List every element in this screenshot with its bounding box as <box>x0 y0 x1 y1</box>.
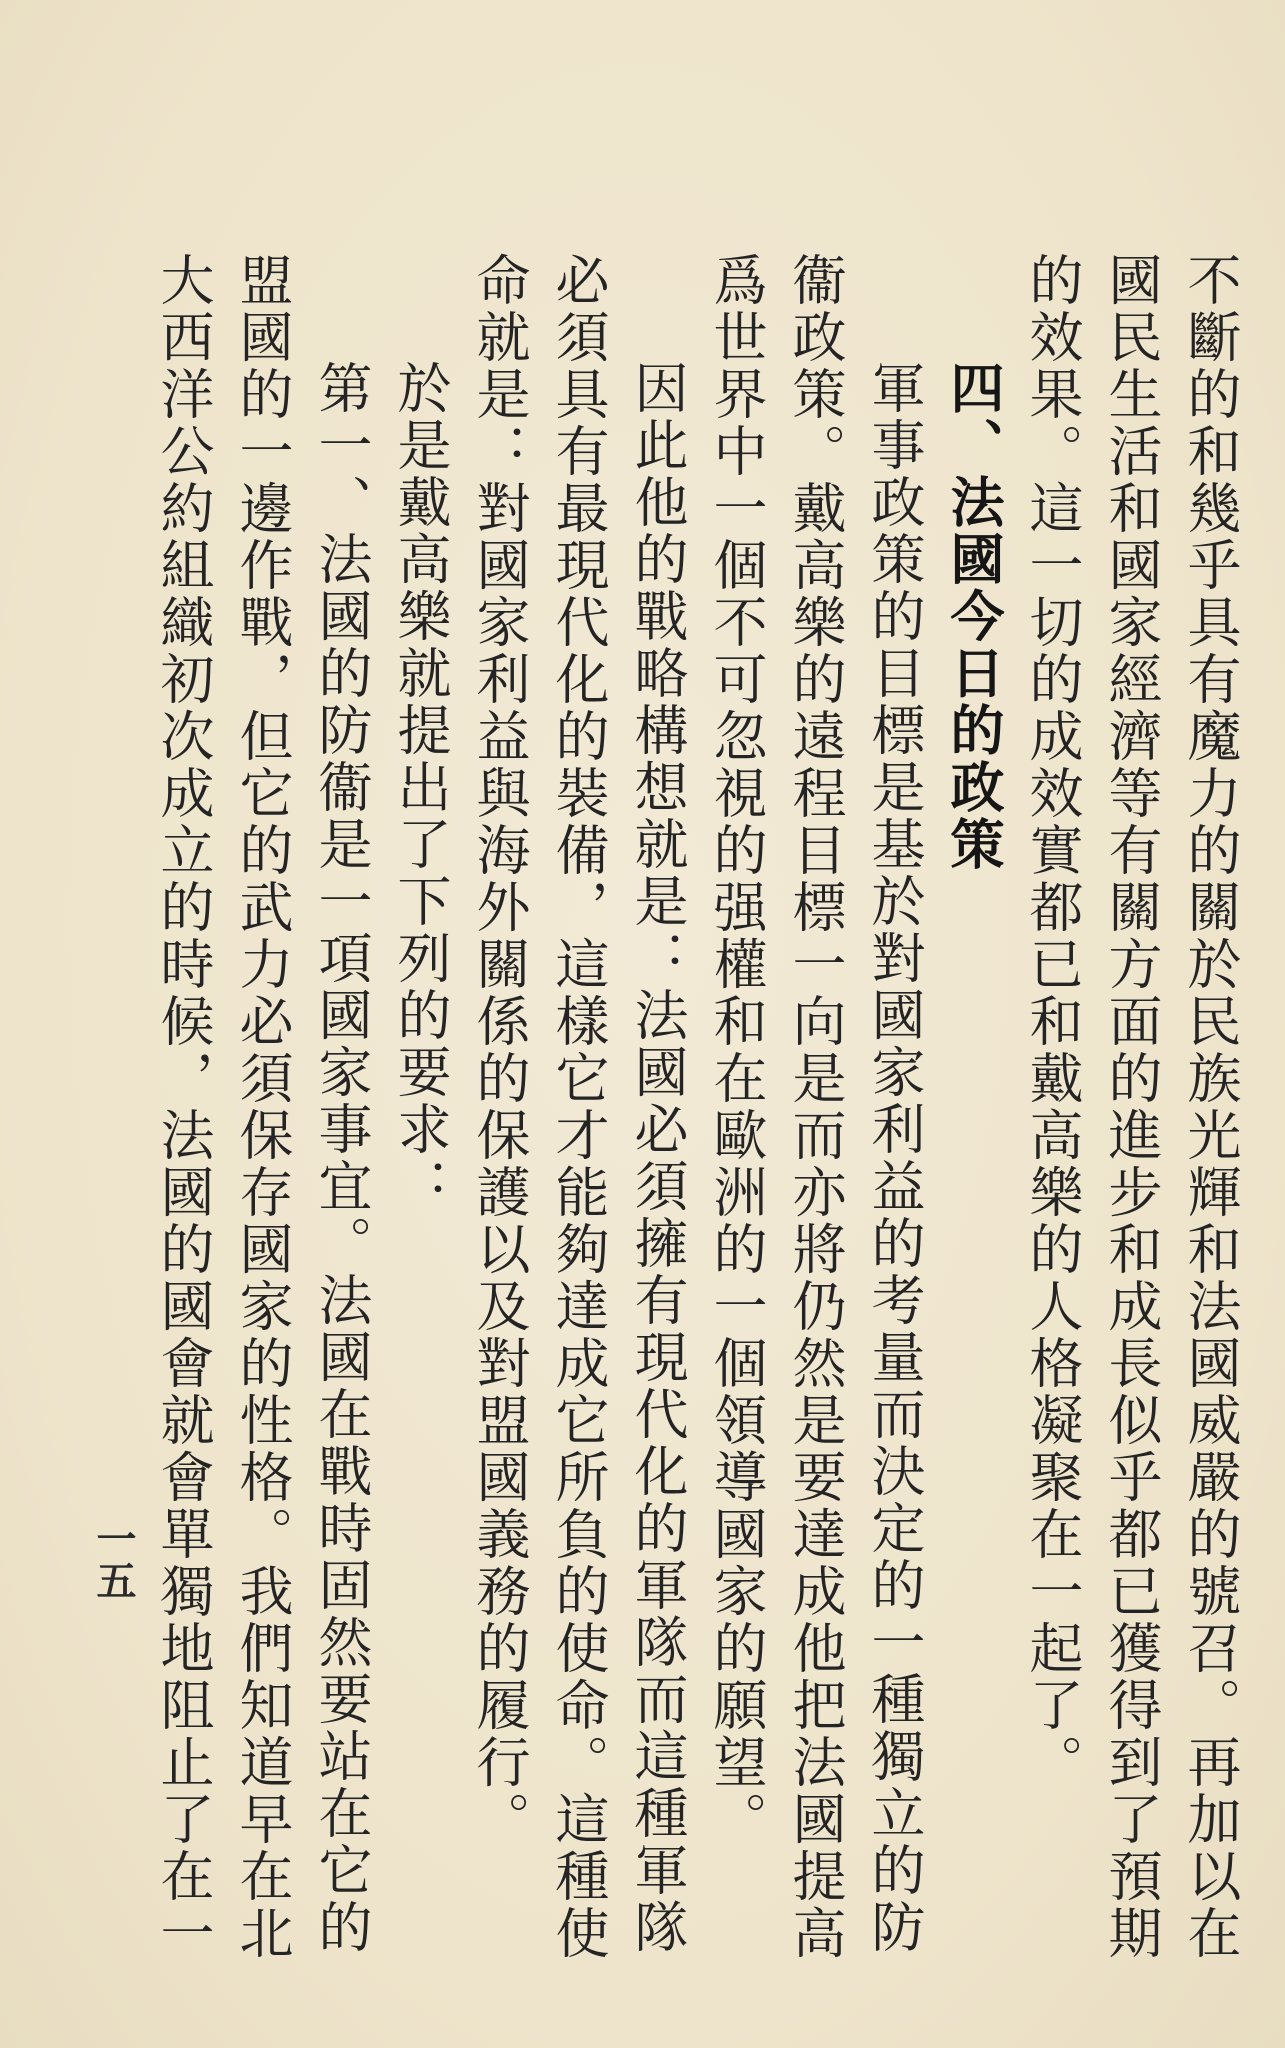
text-column-6: 衞政策。戴高樂的遠程目標一向是而亦將仍然是要達成他把法國提高 <box>784 252 847 1962</box>
text-column-12: 第一、法國的防衞是一項國家事宜。法國在戰時固然要站在它的 <box>310 360 373 1956</box>
text-column-11: 於是戴高樂就提出了下列的要求： <box>389 360 452 1215</box>
text-column-10: 命就是：對國家利益與海外關係的保護以及對盟國義務的履行。 <box>468 252 531 1848</box>
vertical-text-block <box>152 252 1250 1962</box>
text-column-2: 國民生活和國家經濟等有關方面的進步和成長似乎都已獲得到了預期 <box>1100 252 1163 1962</box>
text-column-5: 軍事政策的目標是基於對國家利益的考量而決定的一種獨立的防 <box>863 360 926 1956</box>
text-column-8: 因此他的戰略構想就是：法國必須擁有現代化的軍隊而這種軍隊 <box>626 360 689 1956</box>
text-column-13: 盟國的一邊作戰，但它的武力必須保存國家的性格。我們知道早在北 <box>231 252 294 1962</box>
text-column-14: 大西洋公約組織初次成立的時候，法國的國會就會單獨地阻止了在一 <box>152 252 215 1962</box>
section-heading: 四、法國今日的政策 <box>942 360 1006 873</box>
text-column-9: 必須具有最現代化的裝備，這樣它才能夠達成它所負的使命。這種使 <box>547 252 610 1962</box>
text-column-1: 不斷的和幾乎具有魔力的關於民族光輝和法國威嚴的號召。再加以在 <box>1179 252 1242 1962</box>
text-column-3: 的效果。這一切的成效實都已和戴高樂的人格凝聚在一起了。 <box>1021 252 1084 1791</box>
text-column-7: 爲世界中一個不可忽視的强權和在歐洲的一個領導國家的願望。 <box>705 252 768 1848</box>
page-number: 一五 <box>90 1518 137 1602</box>
